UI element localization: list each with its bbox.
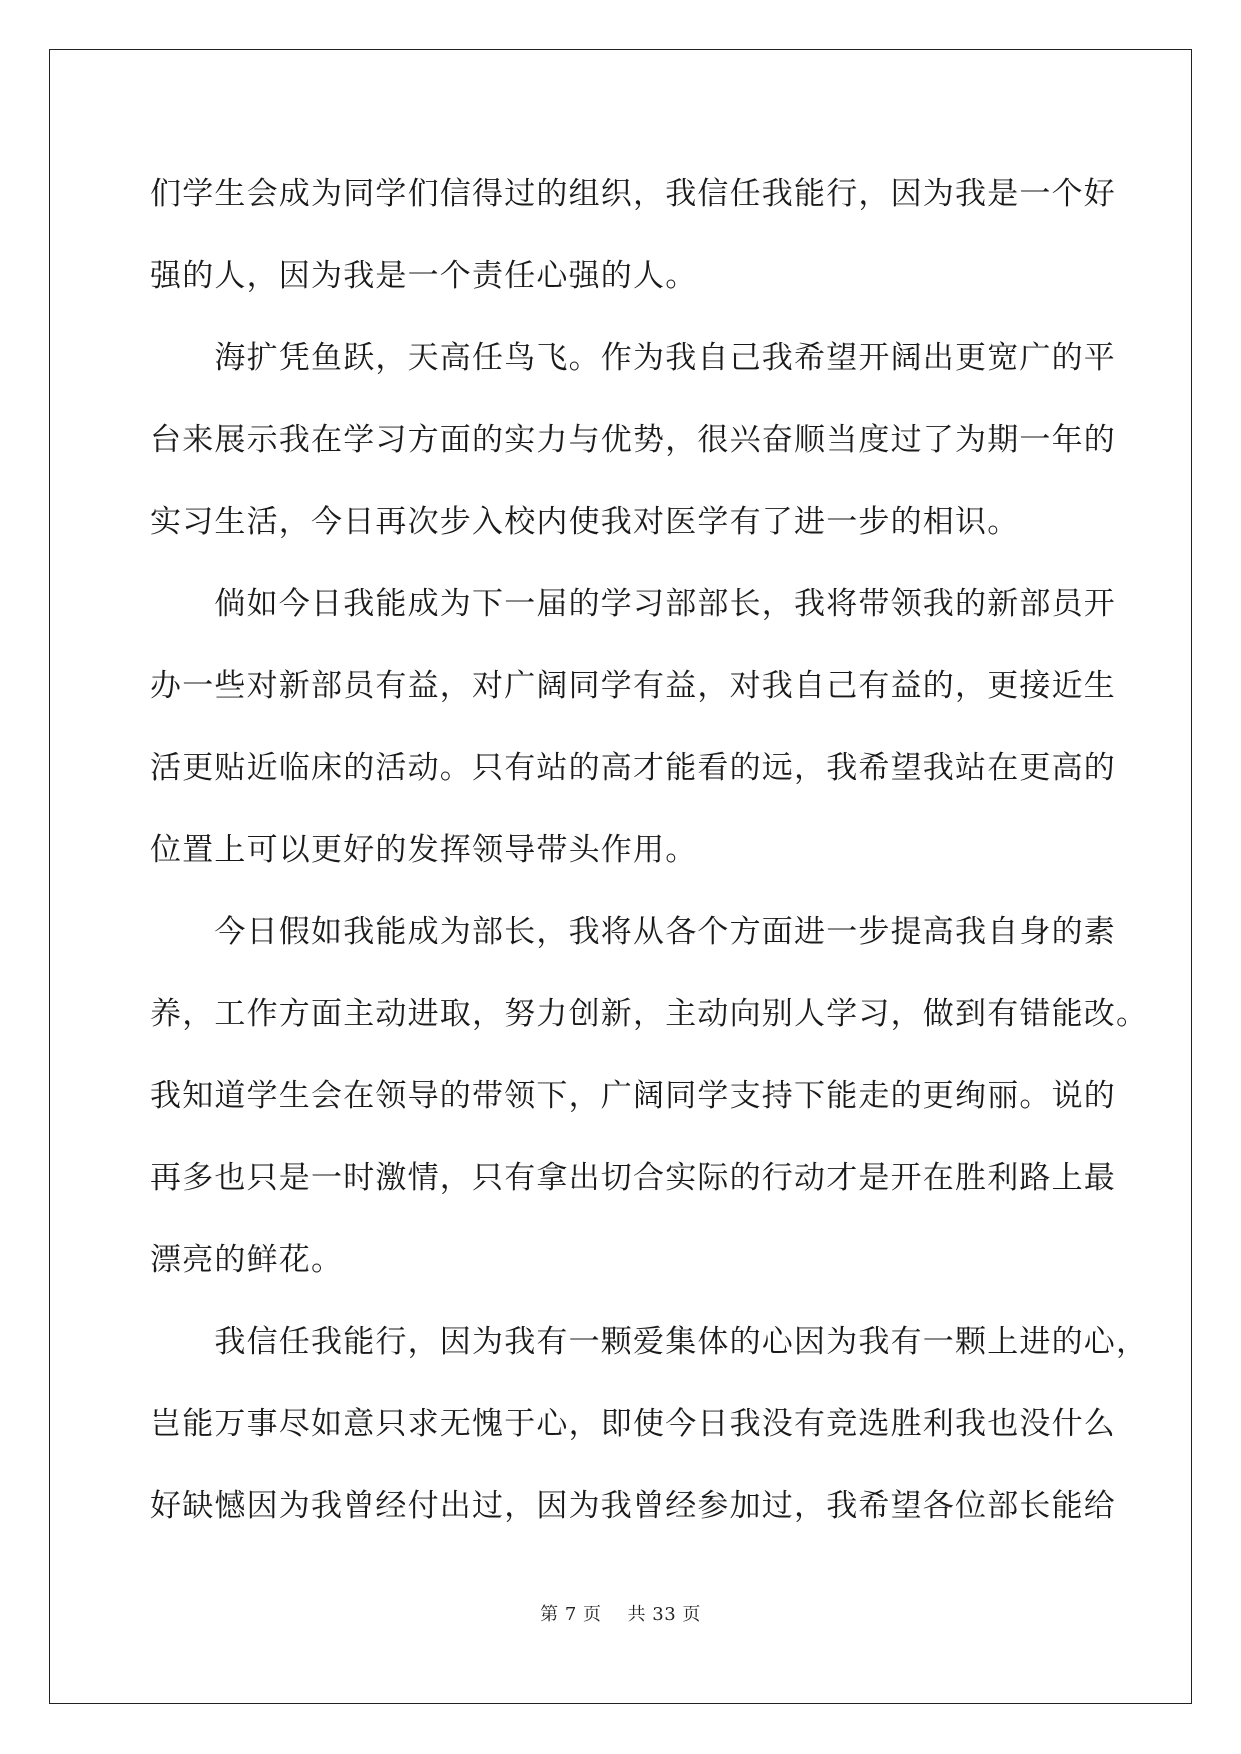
page-number: 第 7 页 [540,1604,602,1625]
document-body [150,160,1149,1554]
page-footer [0,1600,1241,1626]
text-line: 活更贴近临床的活动。只有站的高才能看的远，我希望我站在更高的 [150,750,1116,786]
text-line: 我信任我能行，因为我有一颗爱集体的心因为我有一颗上进的心， [150,1324,1149,1360]
text-line: 台来展示我在学习方面的实力与优势，很兴奋顺当度过了为期一年的 [150,422,1116,458]
text-line: 办一些对新部员有益，对广阔同学有益，对我自己有益的，更接近生 [150,668,1116,704]
text-line: 岂能万事尽如意只求无愧于心，即使今日我没有竞选胜利我也没什么 [150,1406,1116,1442]
text-line: 好缺憾因为我曾经付出过，因为我曾经参加过，我希望各位部长能给 [150,1488,1116,1524]
text-line: 位置上可以更好的发挥领导带头作用。 [150,832,698,868]
text-line: 们学生会成为同学们信得过的组织，我信任我能行，因为我是一个好 [150,176,1116,212]
text-line: 实习生活，今日再次步入校内使我对医学有了进一步的相识。 [150,504,1020,540]
text-line: 强的人，因为我是一个责任心强的人。 [150,258,698,294]
text-line: 我知道学生会在领导的带领下，广阔同学支持下能走的更绚丽。说的 [150,1078,1116,1114]
text-line: 再多也只是一时激情，只有拿出切合实际的行动才是开在胜利路上最 [150,1160,1116,1196]
text-line: 养，工作方面主动进取，努力创新，主动向别人学习，做到有错能改。 [150,996,1149,1032]
text-line: 今日假如我能成为部长，我将从各个方面进一步提高我自身的素 [150,914,1116,950]
text-line: 漂亮的鲜花。 [150,1242,344,1278]
text-line: 海扩凭鱼跃，天高任鸟飞。作为我自己我希望开阔出更宽广的平 [150,340,1116,376]
page-total: 共 33 页 [627,1604,701,1625]
text-line: 倘如今日我能成为下一届的学习部部长，我将带领我的新部员开 [150,586,1116,622]
